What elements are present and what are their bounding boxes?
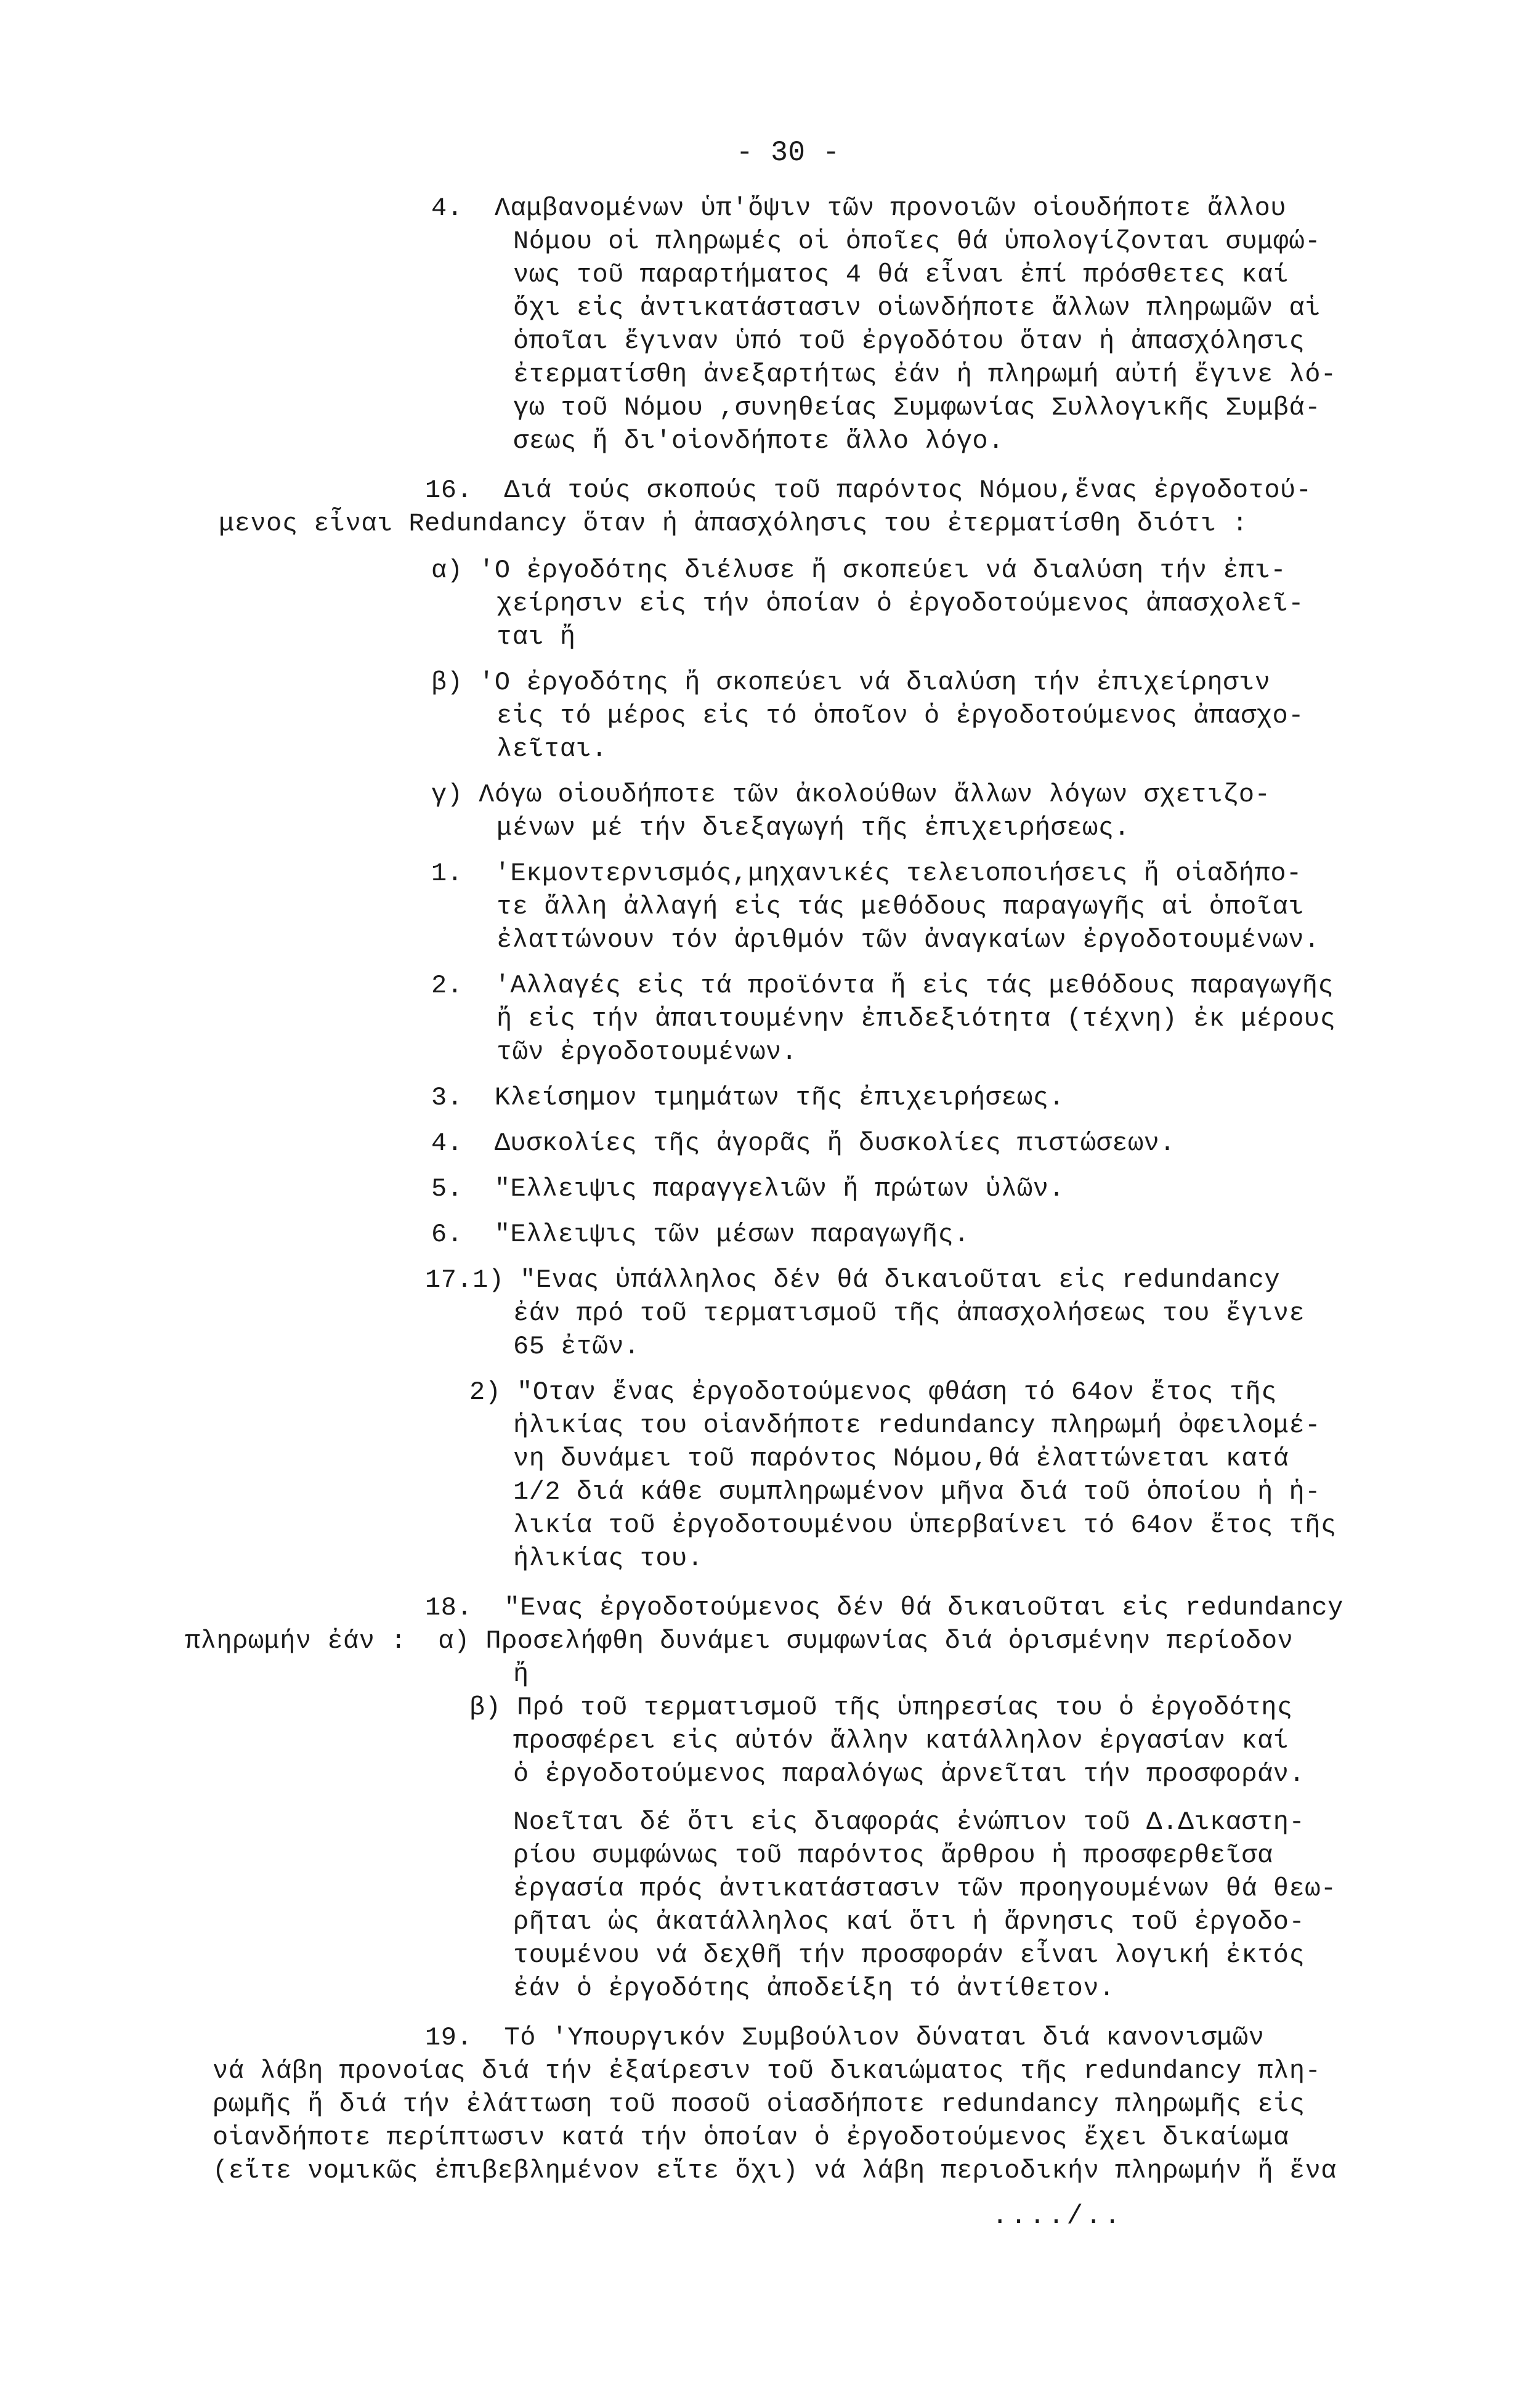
proviso-line-1: Νοεῖται δέ ὅτι εἰς διαφοράς ἐνώπιον τοῦ Δ.Δικαστη- (513, 1807, 1305, 1837)
section-4-line-8: σεως ἤ δι'οἱονδήποτε ἄλλο λόγο. (513, 426, 1004, 456)
reason-1-line-1: 1. 'Εκμοντερνισμός,μηχανικές τελειοποιήσεις ἤ οἱαδήπο- (431, 859, 1302, 888)
section-18-beta-line-1: β) Πρό τοῦ τερματισμοῦ τῆς ὑπηρεσίας του ὁ ἐργοδότης (469, 1693, 1293, 1722)
proviso-line-6: ἐάν ὁ ἐργοδότης ἀποδείξη τό ἀντίθετον. (513, 1974, 1115, 2003)
section-4-line-2: Νόμου οἱ πληρωμές οἱ ὁποῖες θά ὑπολογίζονται συμφώ- (513, 227, 1321, 256)
section-18-line-2: πληρωμήν ἐάν : α) Προσελήφθη δυνάμει συμφωνίας διά ὁρισμένην περίοδον (185, 1626, 1294, 1656)
section-4-line-1: 4. Λαμβανομένων ὑπ'ὄψιν τῶν προνοιῶν οἱουδήποτε ἄλλου (431, 193, 1287, 223)
item-alpha-line-1: α) 'Ο ἐργοδότης διέλυσε ἤ σκοπεύει νά διαλύση τήν ἐπι- (431, 556, 1287, 585)
section-18-beta-line-2: προσφέρει εἰς αὐτόν ἄλλην κατάλληλον ἐργασίαν καί (513, 1726, 1289, 1756)
section-18-line-1: 18. "Ενας ἐργοδοτούμενος δέν θά δικαιοῦται εἰς redundancy (425, 1593, 1343, 1623)
section-18-line-3: ἤ (513, 1659, 529, 1689)
section-17-1-line-3: 65 ἐτῶν. (513, 1332, 640, 1361)
section-17-2-line-5: λικία τοῦ ἐργοδοτουμένου ὑπερβαίνει τό 64ον ἔτος τῆς (513, 1510, 1337, 1540)
section-17-2-line-3: νη δυνάμει τοῦ παρόντος Νόμου,θά ἐλαττώνεται κατά (513, 1444, 1289, 1473)
section-4-line-3: νως τοῦ παραρτήματος 4 θά εἶναι ἐπί πρόσθετες καί (513, 260, 1289, 290)
proviso-line-3: ἐργασία πρός ἀντικατάστασιν τῶν προηγουμένων θά θεω- (513, 1874, 1337, 1903)
proviso-line-4: ρῆται ὡς ἀκατάλληλος καί ὅτι ἡ ἄρνησις τοῦ ἐργοδο- (513, 1907, 1305, 1937)
page-number: - 30 - (736, 137, 840, 169)
reason-2-line-3: τῶν ἐργοδοτουμένων. (496, 1037, 798, 1067)
section-17-2-line-1: 2) "Οταν ἕνας ἐργοδοτούμενος φθάση τό 64ον ἔτος τῆς (469, 1377, 1277, 1407)
section-19-line-5: (εἴτε νομικῶς ἐπιβεβλημένον εἴτε ὄχι) νά λάβη περιοδικήν πληρωμήν ἤ ἕνα (213, 2156, 1337, 2186)
reason-2-line-1: 2. 'Αλλαγές εἰς τά προϊόντα ἤ εἰς τάς μεθόδους παραγωγῆς (431, 971, 1334, 1000)
reason-5: 5. "Ελλειψις παραγγελιῶν ἤ πρώτων ὑλῶν. (431, 1174, 1065, 1204)
section-4-line-6: ἐτερματίσθη ἀνεξαρτήτως ἐάν ἡ πληρωμή αὐτή ἔγινε λό- (513, 360, 1337, 389)
section-17-1-line-1: 17.1) "Ενας ὑπάλληλος δέν θά δικαιοῦται εἰς redundancy (425, 1265, 1281, 1295)
section-17-2-line-6: ἡλικίας του. (513, 1544, 703, 1573)
section-19-line-3: ρωμῆς ἤ διά τήν ἐλάττωση τοῦ ποσοῦ οἱασδήποτε redundancy πληρωμῆς εἰς (213, 2089, 1305, 2119)
section-16-line-1: 16. Διά τούς σκοπούς τοῦ παρόντος Νόμου,ἕνας ἐργοδοτού- (425, 476, 1312, 505)
section-17-1-line-2: ἐάν πρό τοῦ τερματισμοῦ τῆς ἀπασχολήσεως του ἔγινε (513, 1299, 1305, 1328)
reason-1-line-2: τε ἄλλη ἀλλαγή εἰς τάς μεθόδους παραγωγῆς αἱ ὁποῖαι (496, 892, 1304, 922)
item-gamma-line-2: μένων μέ τήν διεξαγωγή τῆς ἐπιχειρήσεως. (496, 813, 1130, 843)
section-19-line-2: νά λάβη προνοίας διά τήν ἐξαίρεσιν τοῦ δικαιώματος τῆς redundancy πλη- (213, 2056, 1321, 2086)
item-beta-line-2: εἰς τό μέρος εἰς τό ὁποῖον ὁ ἐργοδοτούμενος ἀπασχο- (496, 701, 1304, 731)
section-17-2-line-4: 1/2 διά κάθε συμπληρωμένον μῆνα διά τοῦ ὁποίου ἡ ἡ- (513, 1477, 1321, 1507)
item-gamma-line-1: γ) Λόγω οἱουδήποτε τῶν ἀκολούθων ἄλλων λόγων σχετιζο- (431, 780, 1271, 809)
item-alpha-line-3: ται ἤ (496, 622, 576, 652)
reason-6: 6. "Ελλειψις τῶν μέσων παραγωγῆς. (431, 1220, 970, 1249)
section-4-line-4: ὄχι εἰς ἀντικατάστασιν οἱωνδήποτε ἄλλων πληρωμῶν αἱ (513, 293, 1321, 323)
reason-3: 3. Κλείσημον τμημάτων τῆς ἐπιχειρήσεως. (431, 1083, 1065, 1112)
proviso-line-2: ρίου συμφώνως τοῦ παρόντος ἄρθρου ἡ προσφερθεῖσα (513, 1841, 1273, 1870)
section-4-line-7: γω τοῦ Νόμου ,συνηθείας Συμφωνίας Συλλογικῆς Συμβά- (513, 393, 1321, 423)
reason-2-line-2: ἤ εἰς τήν ἀπαιτουμένην ἐπιδεξιότητα (τέχνη) ἐκ μέρους (496, 1004, 1336, 1034)
proviso-line-5: τουμένου νά δεχθῆ τήν προσφοράν εἶναι λογική ἐκτός (513, 1940, 1305, 1970)
continuation-mark: ..../.. (992, 2201, 1123, 2232)
reason-4: 4. Δυσκολίες τῆς ἀγορᾶς ἤ δυσκολίες πιστώσεων. (431, 1129, 1176, 1158)
item-beta-line-3: λεῖται. (496, 734, 607, 764)
item-alpha-line-2: χείρησιν εἰς τήν ὁποίαν ὁ ἐργοδοτούμενος ἀπασχολεῖ- (496, 589, 1304, 618)
reason-1-line-3: ἐλαττώνουν τόν ἀριθμόν τῶν ἀναγκαίων ἐργοδοτουμένων. (496, 925, 1320, 955)
section-16-line-2: μενος εἶναι Redundancy ὅταν ἡ ἀπασχόλησις του ἐτερματίσθη διότι : (219, 509, 1248, 538)
section-19-line-4: οἱανδήποτε περίπτωσιν κατά τήν ὁποίαν ὁ ἐργοδοτούμενος ἔχει δικαίωμα (213, 2123, 1289, 2152)
section-17-2-line-2: ἡλικίας του οἱανδήποτε redundancy πληρωμή ὀφειλομέ- (513, 1411, 1321, 1440)
section-18-beta-line-3: ὁ ἐργοδοτούμενος παραλόγως ἀρνεῖται τήν προσφοράν. (513, 1759, 1305, 1789)
item-beta-line-1: β) 'Ο ἐργοδότης ἤ σκοπεύει νά διαλύση τήν ἐπιχείρησιν (431, 668, 1271, 697)
section-4-line-5: ὁποῖαι ἔγιναν ὑπό τοῦ ἐργοδότου ὅταν ἡ ἀπασχόλησις (513, 326, 1305, 356)
section-19-line-1: 19. Τό 'Υπουργικόν Συμβούλιον δύναται διά κανονισμῶν (425, 2023, 1265, 2052)
